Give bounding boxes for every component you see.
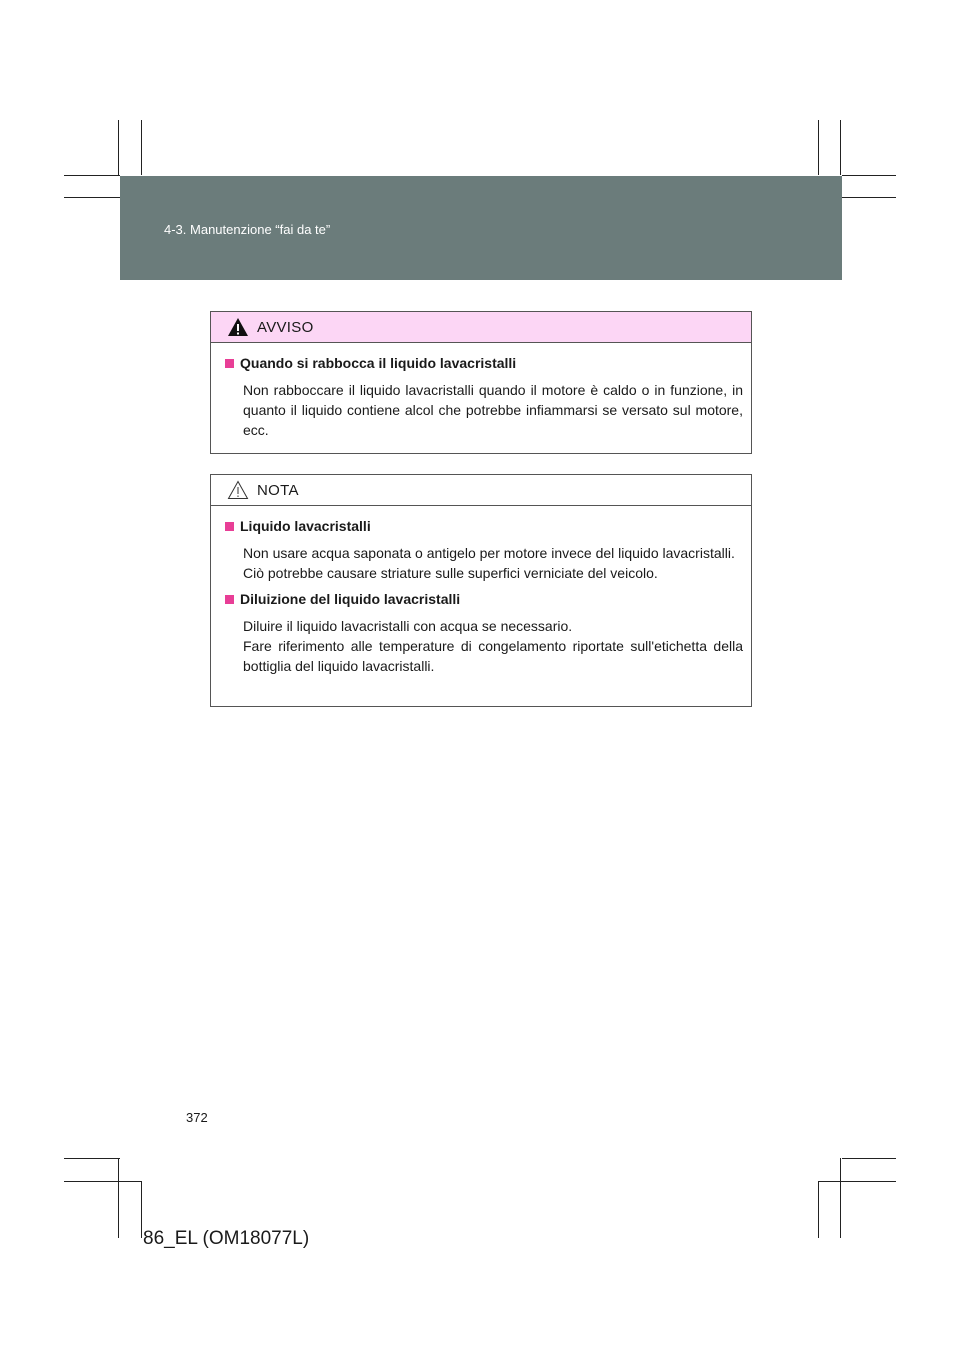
bullet-square-icon [225,595,234,604]
note-box-header [211,475,751,506]
crop-mark [818,1181,896,1182]
note-box-title: NOTA [257,482,299,499]
warning-box-header [211,312,751,343]
warning-box-body [211,343,751,462]
note-item-text: Non usare acqua saponata o antigelo per motore invece del liquido lavacristalli. Ciò potrebbe causare striature sulle superfici verniciate del veicolo. [243,545,735,581]
page-number: 372 [186,1110,208,1125]
crop-mark [840,120,841,175]
crop-mark [818,1181,819,1238]
note-box [210,474,752,707]
crop-mark [141,1181,142,1238]
note-item-heading: Diluizione del liquido lavacristalli [225,591,743,607]
note-box-body [211,506,751,698]
caution-triangle-outline-icon [227,480,249,500]
crop-mark [118,120,119,175]
crop-mark [141,120,142,175]
warning-item-text: Non rabboccare il liquido lavacristalli quando il motore è caldo o in funzione, in quanto il liquido contiene alcol che potrebbe infiammarsi se versato sul motore, ecc. [243,382,743,438]
warning-triangle-icon [227,317,249,337]
crop-mark [840,1158,841,1238]
bullet-square-icon [225,522,234,531]
warning-item-heading: Quando si rabbocca il liquido lavacristalli [225,355,743,371]
note-item-text: Diluire il liquido lavacristalli con acqua se necessario. Fare riferimento alle temperature di congelamento riportate sull'etichetta della bottiglia del liquido lavacristalli. [243,618,743,674]
warning-box-title: AVVISO [257,319,314,336]
crop-mark [64,1158,120,1159]
crop-mark [64,1181,141,1182]
document-code: 86_EL (OM18077L) [143,1228,310,1249]
crop-mark [842,197,896,198]
crop-mark [818,120,819,175]
crop-mark [64,175,120,176]
note-item-heading: Liquido lavacristalli [225,518,743,534]
crop-mark [118,1158,119,1238]
crop-mark [64,197,120,198]
section-header-band [120,176,842,280]
bullet-square-icon [225,359,234,368]
warning-box [210,311,752,454]
section-title: 4-3. Manutenzione “fai da te” [164,222,331,237]
crop-mark [842,1158,896,1159]
crop-mark [842,175,896,176]
